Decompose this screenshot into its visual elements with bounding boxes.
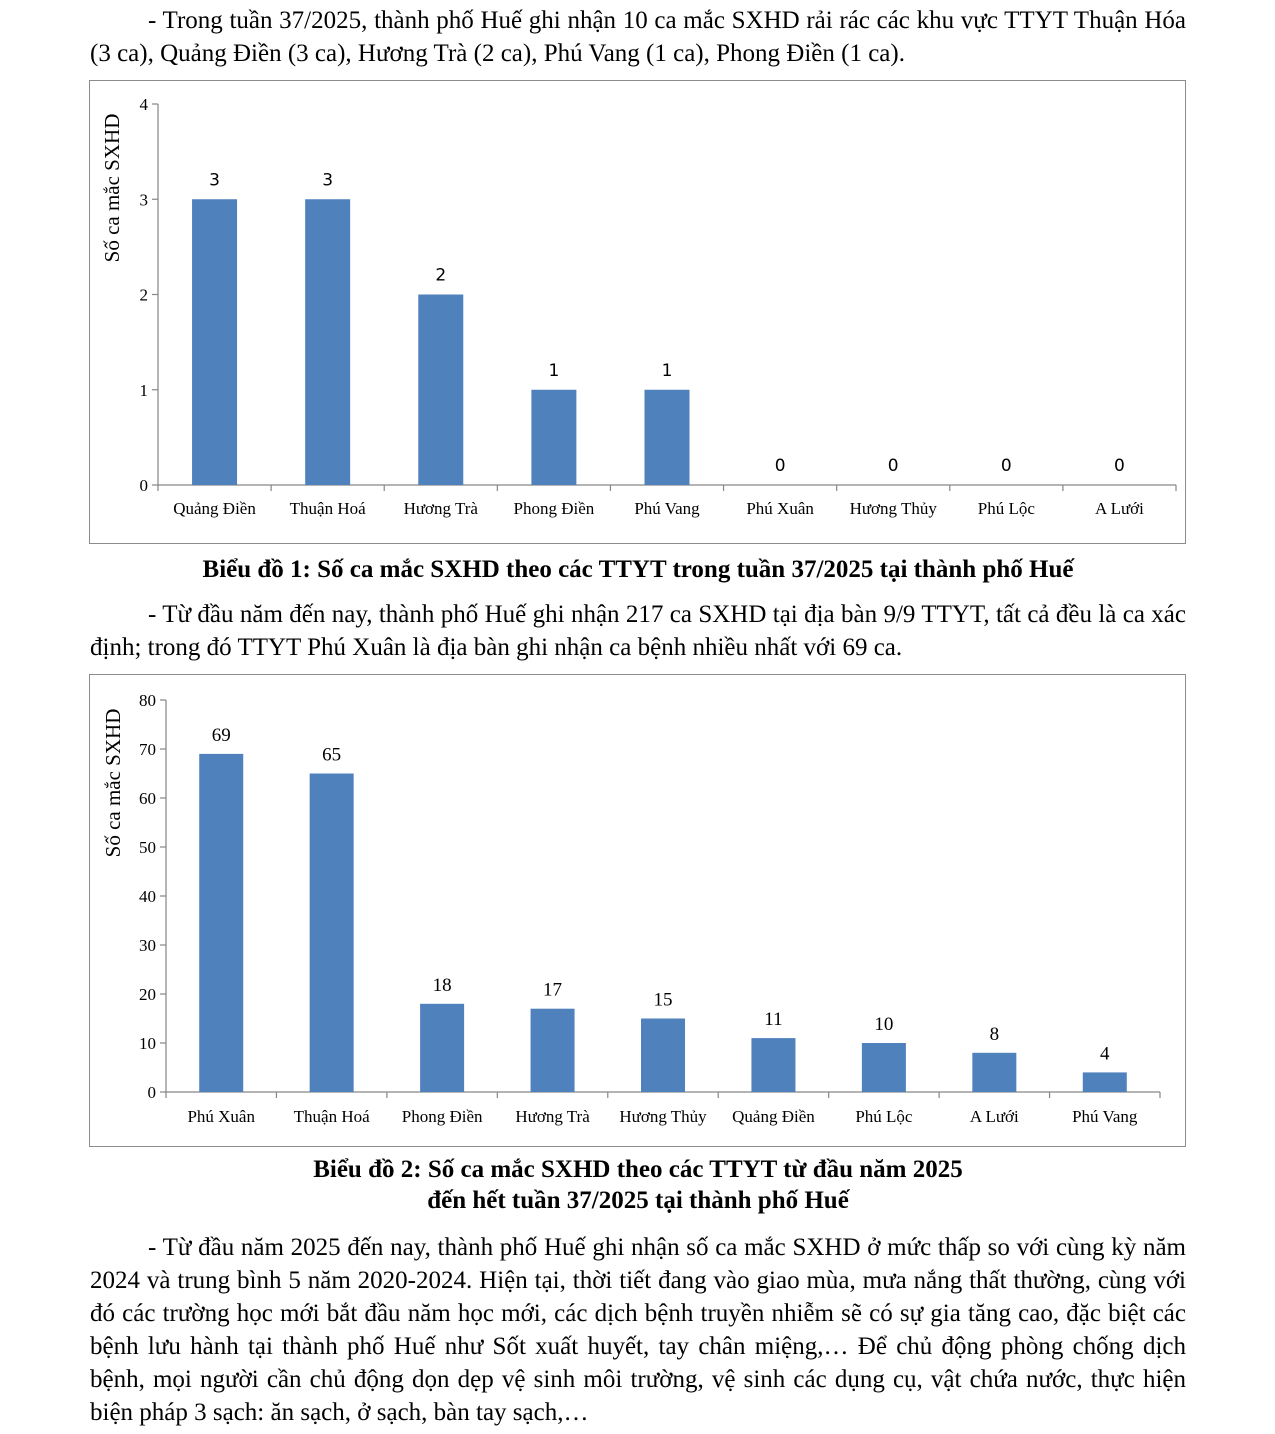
- y-axis-title: Số ca mắc SXHD: [100, 113, 124, 263]
- data-label: 8: [989, 1023, 1000, 1045]
- bar: [531, 1009, 575, 1092]
- category-label: Hương Trà: [403, 499, 478, 518]
- category-label: A Lưới: [1094, 499, 1144, 518]
- chart-1-caption: Biểu đồ 1: Số ca mắc SXHD theo các TTYT trong tuần 37/2025 tại thành phố Huế: [202, 556, 1074, 583]
- bar: [305, 199, 350, 485]
- y-tick-label: 60: [139, 789, 156, 808]
- y-tick-label: 10: [139, 1034, 156, 1053]
- category-label: Hương Thủy: [849, 499, 937, 518]
- data-label: 2: [435, 265, 447, 286]
- chart-2: [89, 674, 1186, 1147]
- y-tick-label: 30: [139, 936, 156, 955]
- category-label: Quảng Điền: [732, 1107, 815, 1126]
- data-label: 3: [322, 170, 334, 191]
- category-label: Hương Trà: [515, 1107, 590, 1126]
- category-label: Phú Xuân: [187, 1107, 255, 1126]
- y-tick-label: 0: [139, 476, 148, 495]
- y-tick-label: 80: [139, 691, 156, 710]
- bar: [192, 199, 237, 485]
- bar: [420, 1004, 464, 1092]
- data-label: 0: [1000, 456, 1012, 476]
- category-label: Phú Vang: [1072, 1107, 1138, 1126]
- closing-paragraph: - Từ đầu năm 2025 đến nay, thành phố Huế ghi nhận số ca mắc SXHD ở mức thấp so với cùng kỳ năm 2024 và trung bình 5 năm 2020-2024. Hiện tại, thời tiết đang vào giao mùa, mưa nắng thất thường, cùng với đó các trường học mới bắt đầu năm học mới, các dịch bệnh truyền nhiễm sẽ có sự gia tăng cao, đặc biệt các bệnh lưu hành tại thành phố Huế như Sốt xuất huyết, tay chân miệng,… Để chủ động phòng chống dịch bệnh, mọi người cần chủ động dọn dẹp vệ sinh môi trường, vệ sinh các dụng cụ, vật chứa nước, thực hiện biện pháp 3 sạch: ăn sạch, ở sạch, bàn tay sạch,…: [90, 1234, 1186, 1426]
- category-label: Phong Điền: [401, 1107, 483, 1126]
- bar: [199, 754, 243, 1092]
- data-label: 15: [653, 989, 673, 1011]
- bar: [862, 1043, 906, 1092]
- category-label: Quảng Điền: [173, 499, 256, 518]
- chart-2-caption-line-2: đến hết tuần 37/2025 tại thành phố Huế: [427, 1187, 849, 1214]
- y-tick-label: 1: [139, 380, 148, 400]
- bar: [641, 1019, 685, 1093]
- y-tick-label: 3: [139, 190, 148, 210]
- data-label: 65: [322, 744, 342, 766]
- data-label: 11: [764, 1009, 783, 1031]
- category-label: Phú Vang: [634, 499, 700, 518]
- category-label: A Lưới: [969, 1107, 1019, 1126]
- data-label: 18: [432, 974, 452, 996]
- data-label: 1: [661, 360, 673, 381]
- chart-2-svg: [90, 675, 1187, 1148]
- y-tick-label: 40: [139, 887, 156, 906]
- y-tick-label: 0: [147, 1083, 156, 1102]
- category-label: Phú Lộc: [977, 499, 1035, 518]
- bar: [418, 295, 463, 486]
- chart-1: [89, 80, 1186, 544]
- y-axis-title: Số ca mắc SXHD: [101, 708, 125, 858]
- data-label: 1: [548, 360, 560, 381]
- y-tick-label: 2: [139, 285, 148, 305]
- data-label: 0: [1114, 456, 1125, 476]
- y-tick-label: 4: [139, 95, 148, 114]
- y-tick-label: 70: [139, 740, 156, 759]
- category-label: Phong Điền: [513, 499, 595, 518]
- y-tick-label: 50: [139, 838, 156, 857]
- category-label: Phú Lộc: [855, 1107, 913, 1126]
- data-label: 0: [887, 456, 899, 476]
- y-tick-label: 20: [139, 985, 156, 1004]
- data-label: 3: [209, 170, 220, 191]
- data-label: 69: [211, 724, 231, 746]
- bar: [645, 390, 690, 485]
- intro-paragraph: - Trong tuần 37/2025, thành phố Huế ghi nhận 10 ca mắc SXHD rải rác các khu vực TTYT Thuận Hóa (3 ca), Quảng Điền (3 ca), Hương Trà (2 ca), Phú Vang (1 ca), Phong Điền (1 ca).: [90, 7, 1186, 67]
- data-label: 10: [874, 1014, 894, 1035]
- category-label: Thuận Hoá: [293, 1107, 370, 1126]
- data-label: 4: [1100, 1043, 1110, 1065]
- bar: [751, 1038, 795, 1092]
- bar: [972, 1053, 1016, 1092]
- mid-paragraph: - Từ đầu năm đến nay, thành phố Huế ghi nhận 217 ca SXHD tại địa bàn 9/9 TTYT, tất cả đều là ca xác định; trong đó TTYT Phú Xuân là địa bàn ghi nhận ca bệnh nhiều nhất với 69 ca.: [90, 601, 1186, 661]
- category-label: Hương Thủy: [619, 1107, 707, 1126]
- category-label: Thuận Hoá: [289, 499, 366, 518]
- chart-2-caption-line-1: Biểu đồ 2: Số ca mắc SXHD theo các TTYT từ đầu năm 2025: [313, 1156, 963, 1183]
- chart-1-svg: [90, 81, 1187, 545]
- bar: [531, 390, 576, 485]
- data-label: 0: [774, 456, 786, 476]
- data-label: 17: [543, 979, 563, 1001]
- bar: [1083, 1072, 1127, 1092]
- bar: [310, 774, 354, 1093]
- category-label: Phú Xuân: [746, 499, 814, 518]
